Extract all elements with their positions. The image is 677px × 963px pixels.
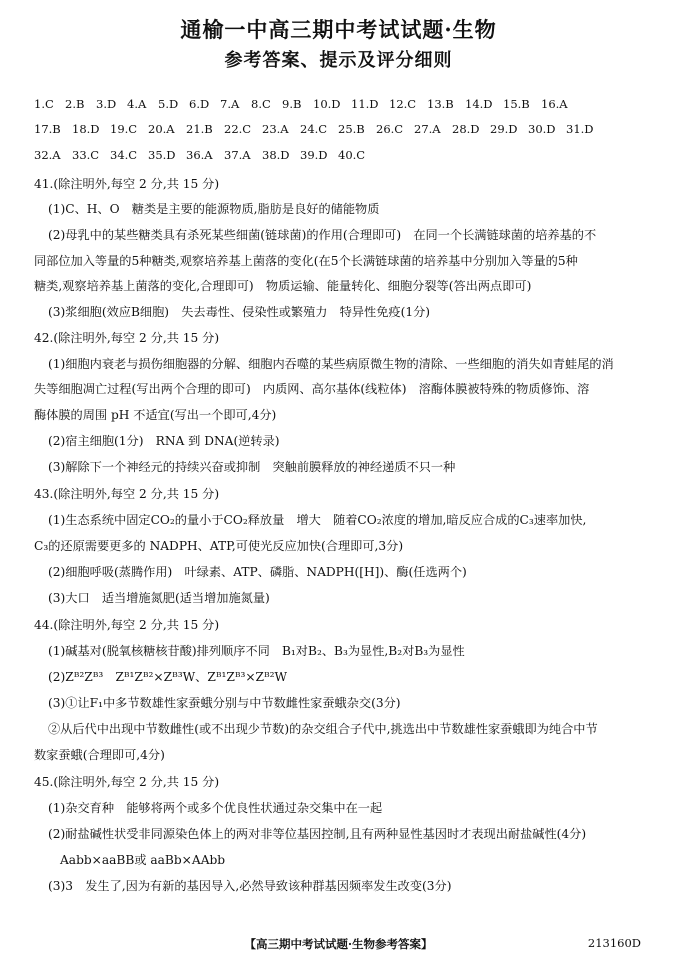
mc-answer: 21.B (186, 122, 213, 136)
mc-answer: 8.C (251, 97, 271, 111)
q41-line: 同部位加入等量的5种糖类,观察培养基上菌落的变化(在5个长满链球菌的培养基中分别加入等量的5种 (34, 254, 578, 268)
q41-line: 糖类,观察培养基上菌落的变化,合理即可) 物质运输、能量转化、细胞分裂等(答出两点即可) (34, 279, 532, 293)
q43-heading: 43.(除注明外,每空 2 分,共 15 分) (34, 487, 220, 501)
q44-line: (3)①让F₁中多节数雄性家蚕蛾分别与中节数雌性家蚕蛾杂交(3分) (48, 696, 401, 710)
footer-code: 213160D (587, 936, 641, 950)
mc-answer: 25.B (338, 122, 365, 136)
mc-answer: 17.B (34, 122, 61, 136)
mc-answer: 13.B (427, 97, 454, 111)
q42-line: (3)解除下一个神经元的持续兴奋或抑制 突触前膜释放的神经递质不只一种 (48, 460, 456, 474)
q43-line: (1)生态系统中固定CO₂的量小于CO₂释放量 增大 随着CO₂浓度的增加,暗反应合成的C₃速率加快, (48, 513, 587, 527)
mc-answer: 36.A (186, 148, 213, 162)
mc-answer: 14.D (465, 97, 493, 111)
mc-answer: 39.D (300, 148, 328, 162)
mc-answer: 38.D (262, 148, 290, 162)
mc-answer: 29.D (490, 122, 518, 136)
q41-line: (3)浆细胞(效应B细胞) 失去毒性、侵染性或繁殖力 特异性免疫(1分) (48, 305, 431, 319)
q45-line: (1)杂交育种 能够将两个或多个优良性状通过杂交集中在一起 (48, 801, 383, 815)
q44-line: ②从后代中出现中节数雌性(或不出现少节数)的杂交组合子代中,挑选出中节数雄性家蚕蛾即为纯合中节 (48, 722, 598, 736)
mc-answer: 34.C (110, 148, 138, 162)
q44-heading: 44.(除注明外,每空 2 分,共 15 分) (34, 618, 220, 632)
q44-line: (1)碱基对(脱氧核糖核苷酸)排列顺序不同 B₁对B₂、B₃为显性,B₂对B₃为显性 (48, 644, 465, 658)
mc-answer: 24.C (300, 122, 328, 136)
q42-heading: 42.(除注明外,每空 2 分,共 15 分) (34, 331, 220, 345)
mc-answer: 3.D (96, 97, 117, 111)
q41-heading: 41.(除注明外,每空 2 分,共 15 分) (34, 177, 220, 191)
mc-answer: 23.A (262, 122, 289, 136)
mc-answer: 16.A (541, 97, 568, 111)
q43-line: (3)大口 适当增施氮肥(适当增加施氮量) (48, 591, 270, 605)
mc-answer: 20.A (148, 122, 175, 136)
mc-answer: 9.B (282, 97, 302, 111)
page-title: 通榆一中高三期中考试试题·生物 (180, 17, 497, 42)
mc-answer: 19.C (110, 122, 138, 136)
q45-line: (2)耐盐碱性状受非同源染色体上的两对非等位基因控制,且有两种显性基因时才表现出耐盐碱性(4分) (48, 827, 587, 841)
mc-answer: 2.B (65, 97, 85, 111)
footer-title: 【高三期中考试试题·生物参考答案】 (244, 937, 433, 951)
q42-line: (2)宿主细胞(1分) RNA 到 DNA(逆转录) (48, 434, 280, 448)
mc-answer: 12.C (389, 97, 417, 111)
mc-answer: 4.A (127, 97, 147, 111)
mc-answer: 37.A (224, 148, 251, 162)
q41-line: (2)母乳中的某些糖类具有杀死某些细菌(链球菌)的作用(合理即可) 在同一个长满链球菌的培养基的不 (48, 228, 597, 242)
mc-answer: 10.D (313, 97, 341, 111)
mc-answer: 26.C (376, 122, 404, 136)
q43-line: (2)细胞呼吸(蒸腾作用) 叶绿素、ATP、磷脂、NADPH([H])、酶(任选两个) (48, 565, 467, 579)
mc-answer: 7.A (220, 97, 240, 111)
mc-answer: 11.D (351, 97, 379, 111)
q44-line: 数家蚕蛾(合理即可,4分) (34, 748, 165, 762)
mc-answer: 40.C (338, 148, 366, 162)
mc-answer: 5.D (158, 97, 179, 111)
answer-row-1 (34, 97, 579, 111)
q45-line: (3)3 发生了,因为有新的基因导入,必然导致该种群基因频率发生改变(3分) (48, 879, 452, 893)
q44-line: (2)Zᴮ²Zᴮ³ Zᴮ¹Zᴮ²×Zᴮ³W、Zᴮ¹Zᴮ³×Zᴮ²W (48, 670, 288, 684)
q45-heading: 45.(除注明外,每空 2 分,共 15 分) (34, 775, 220, 789)
mc-answer: 35.D (148, 148, 176, 162)
mc-answer: 27.A (414, 122, 441, 136)
q42-line: (1)细胞内衰老与损伤细胞器的分解、细胞内吞噬的某些病原微生物的清除、一些细胞的消失如青蛙尾的消 (48, 357, 614, 371)
mc-answer: 15.B (503, 97, 530, 111)
mc-answer: 32.A (34, 148, 61, 162)
mc-answer: 1.C (34, 97, 54, 111)
q45-line: Aabb×aaBB或 aaBb×AAbb (60, 853, 226, 867)
mc-answer: 22.C (224, 122, 252, 136)
mc-answer: 18.D (72, 122, 100, 136)
q43-line: C₃的还原需要更多的 NADPH、ATP,可使光反应加快(合理即可,3分) (34, 539, 404, 553)
q42-line: 失等细胞凋亡过程(写出两个合理的即可) 内质网、高尔基体(线粒体) 溶酶体膜被特殊的物质修饰、溶 (34, 382, 590, 396)
mc-answer: 33.C (72, 148, 100, 162)
answer-row-3 (34, 148, 376, 162)
mc-answer: 6.D (189, 97, 210, 111)
q42-line: 酶体膜的周围 pH 不适宜(写出一个即可,4分) (34, 408, 277, 422)
mc-answer: 28.D (452, 122, 480, 136)
mc-answer: 31.D (566, 122, 594, 136)
q41-line: (1)C、H、O 糖类是主要的能源物质,脂肪是良好的储能物质 (48, 202, 380, 216)
page-subtitle: 参考答案、提示及评分细则 (224, 50, 453, 71)
answer-row-2 (34, 122, 604, 136)
mc-answer: 30.D (528, 122, 556, 136)
